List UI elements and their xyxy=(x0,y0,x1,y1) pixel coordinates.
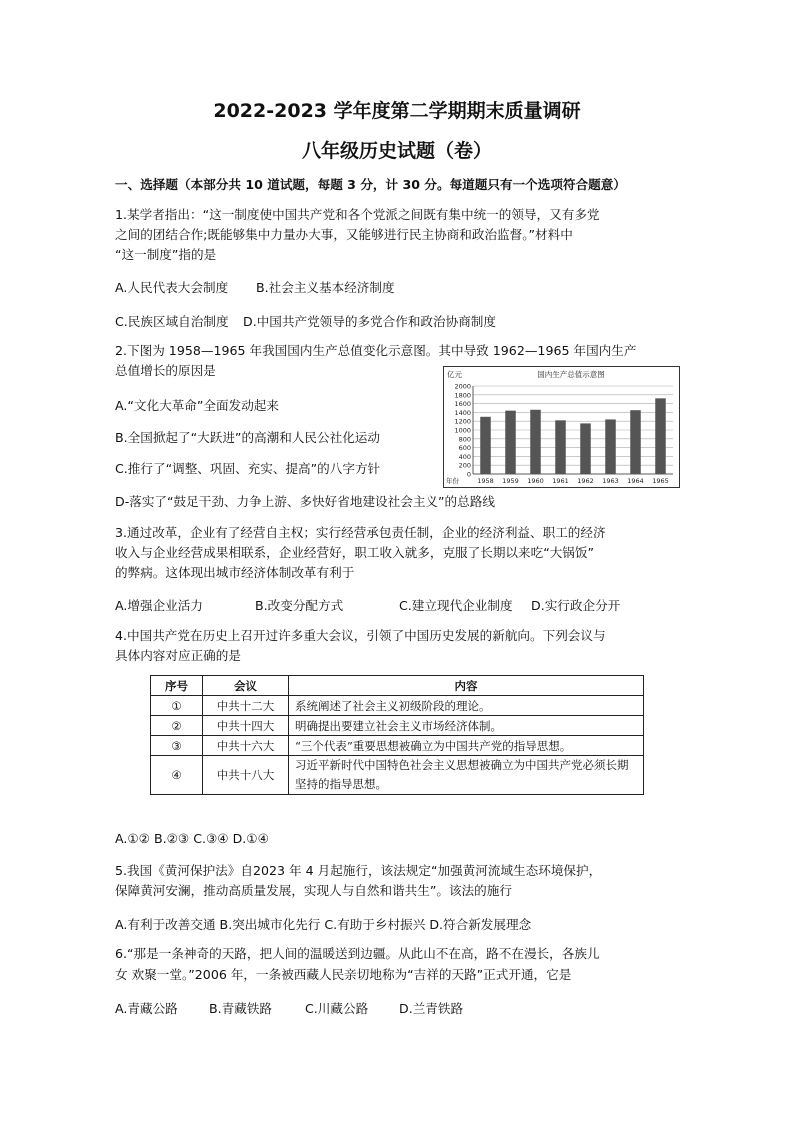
table-row xyxy=(151,756,644,795)
q6-option-a[interactable]: A.青藏公路 xyxy=(115,1001,178,1016)
bar-1964 xyxy=(630,410,641,474)
table-cell: 习近平新时代中国特色社会主义思想被确立为中国共产党必须长期坚持的指导思想。 xyxy=(289,756,644,795)
x-tick-label: 1962 xyxy=(577,477,594,485)
table-cell: ③ xyxy=(151,736,203,756)
q6-option-c[interactable]: C.川藏公路 xyxy=(305,1001,369,1016)
q4-options[interactable]: A.①② B.②③ C.③④ D.①④ xyxy=(115,831,269,846)
q6-option-b[interactable]: B.青藏铁路 xyxy=(209,1001,273,1016)
q1-line-3: “这一制度”指的是 xyxy=(115,247,217,262)
chart-ylabel: 亿元 xyxy=(447,370,462,379)
q1-option-c[interactable]: C.民族区域自治制度 xyxy=(115,314,229,329)
table-cell: ④ xyxy=(151,756,203,795)
q2-line-1: 2.下图为 1958—1965 年我国国内生产总值变化示意图。其中导致 1962—1965 年国内生产 xyxy=(115,343,637,358)
exam-subtitle: 八年级历史试题（卷） xyxy=(301,140,492,162)
bar-1960 xyxy=(530,410,541,474)
bar-1963 xyxy=(605,419,616,474)
gdp-bar-chart xyxy=(443,366,680,488)
y-tick-label: 400 xyxy=(458,452,471,461)
y-tick-label: 1600 xyxy=(454,400,471,409)
q1-line-1: 1.某学者指出：“这一制度使中国共产党和各个党派之间既有集中统一的领导，又有多党 xyxy=(115,207,600,222)
q4-line-1: 4.中国共产党在历史上召开过许多重大会议，引领了中国历史发展的新航向。下列会议与 xyxy=(115,628,606,643)
table-row xyxy=(151,716,644,736)
q3-line-3: 的弊病。这体现出城市经济体制改革有利于 xyxy=(115,565,355,580)
y-tick-label: 600 xyxy=(458,444,471,453)
q5-line-2: 保障黄河安澜，推动高质量发展，实现人与自然和谐共生”。该法的施行 xyxy=(115,883,512,898)
q1-option-d[interactable]: D.中国共产党领导的多党合作和政治协商制度 xyxy=(243,314,496,329)
x-tick-label: 1960 xyxy=(527,477,544,485)
table-cell: 明确提出要建立社会主义市场经济体制。 xyxy=(289,716,644,736)
table-cell: 中共十二大 xyxy=(203,696,289,716)
y-tick-label: 1200 xyxy=(454,417,471,426)
y-tick-label: 1800 xyxy=(454,391,471,400)
table-cell: 中共十六大 xyxy=(203,736,289,756)
x-tick-label: 1963 xyxy=(602,477,619,485)
bar-1965 xyxy=(655,398,666,474)
gdp-chart-svg xyxy=(443,366,680,488)
table-cell: ② xyxy=(151,716,203,736)
q5-options[interactable]: A.有利于改善交通 B.突出城市化先行 C.有助于乡村振兴 D.符合新发展理念 xyxy=(115,917,532,932)
table-header: 序号 xyxy=(151,676,203,696)
table-cell: 中共十四大 xyxy=(203,716,289,736)
bar-1961 xyxy=(555,420,566,474)
meetings-table xyxy=(150,675,644,795)
chart-title: 国内生产总值示意图 xyxy=(537,370,605,379)
y-tick-label: 800 xyxy=(458,435,471,444)
chart-xlabel: 年份 xyxy=(446,477,459,485)
q1-line-2: 之间的团结合作;既能够集中力量办大事，又能够进行民主协商和政治监督。”材料中 xyxy=(115,227,573,242)
q3-option-c[interactable]: C.建立现代企业制度 xyxy=(399,598,513,613)
q1-option-a[interactable]: A.人民代表大会制度 xyxy=(115,280,229,295)
q6-line-1: 6.“那是一条神奇的天路，把人间的温暖送到边疆。从此山不在高，路不在漫长，各族儿 xyxy=(115,946,600,961)
x-tick-label: 1964 xyxy=(627,477,644,485)
table-row xyxy=(151,736,644,756)
q3-option-a[interactable]: A.增强企业活力 xyxy=(115,598,203,613)
table-header: 会议 xyxy=(203,676,289,696)
q6-option-d[interactable]: D.兰青铁路 xyxy=(399,1001,464,1016)
bar-1958 xyxy=(480,417,491,474)
q2-line-2: 总值增长的原因是 xyxy=(115,363,216,378)
y-tick-label: 0 xyxy=(466,470,471,479)
bar-1959 xyxy=(505,411,516,474)
section-heading: 一、选择题（本部分共 10 道试题，每题 3 分，计 30 分。每道题只有一个选项符合题意） xyxy=(115,177,626,192)
table-header: 内容 xyxy=(289,676,644,696)
exam-title: 2022-2023 学年度第二学期期末质量调研 xyxy=(213,100,581,122)
q5-line-1: 5.我国《黄河保护法》自2023 年 4 月起施行，该法规定“加强黄河流域生态环境保护， xyxy=(115,863,602,878)
q2-option-c[interactable]: C.推行了“调整、巩固、充实、提高”的八字方针 xyxy=(115,461,381,476)
q3-option-d[interactable]: D.实行政企分开 xyxy=(531,598,621,613)
bar-1962 xyxy=(580,423,591,474)
q2-option-d[interactable]: D-落实了“鼓足干劲、力争上游、多快好省地建设社会主义”的总路线 xyxy=(115,494,495,509)
table-cell: “三个代表”重要思想被确立为中国共产党的指导思想。 xyxy=(289,736,644,756)
table-header-row xyxy=(151,676,644,696)
table-cell: ① xyxy=(151,696,203,716)
y-tick-label: 2000 xyxy=(454,382,471,391)
q3-option-b[interactable]: B.改变分配方式 xyxy=(255,598,344,613)
y-tick-label: 1400 xyxy=(454,408,471,417)
x-tick-label: 1965 xyxy=(652,477,669,485)
q4-line-2: 具体内容对应正确的是 xyxy=(115,648,241,663)
q3-line-1: 3.通过改革，企业有了经营自主权；实行经营承包责任制，企业的经济利益、职工的经济 xyxy=(115,525,606,540)
q1-option-b[interactable]: B.社会主义基本经济制度 xyxy=(256,280,395,295)
q2-option-b[interactable]: B.全国掀起了“大跃进”的高潮和人民公社化运动 xyxy=(115,430,380,445)
x-tick-label: 1959 xyxy=(502,477,519,485)
table-cell: 系统阐述了社会主义初级阶段的理论。 xyxy=(289,696,644,716)
y-tick-label: 1000 xyxy=(454,426,471,435)
q2-option-a[interactable]: A.“文化大革命”全面发动起来 xyxy=(115,398,279,413)
x-tick-label: 1961 xyxy=(552,477,569,485)
table-cell: 中共十八大 xyxy=(203,756,289,795)
table-row xyxy=(151,696,644,716)
x-tick-label: 1958 xyxy=(477,477,494,485)
y-tick-label: 200 xyxy=(458,461,471,470)
q6-line-2: 女 欢聚一堂。”2006 年，一条被西藏人民亲切地称为“吉祥的天路”正式开通，它是 xyxy=(115,967,572,982)
q3-line-2: 收入与企业经营成果相联系，企业经营好，职工收入就多，克服了长期以来吃“大锅饭” xyxy=(115,545,595,560)
